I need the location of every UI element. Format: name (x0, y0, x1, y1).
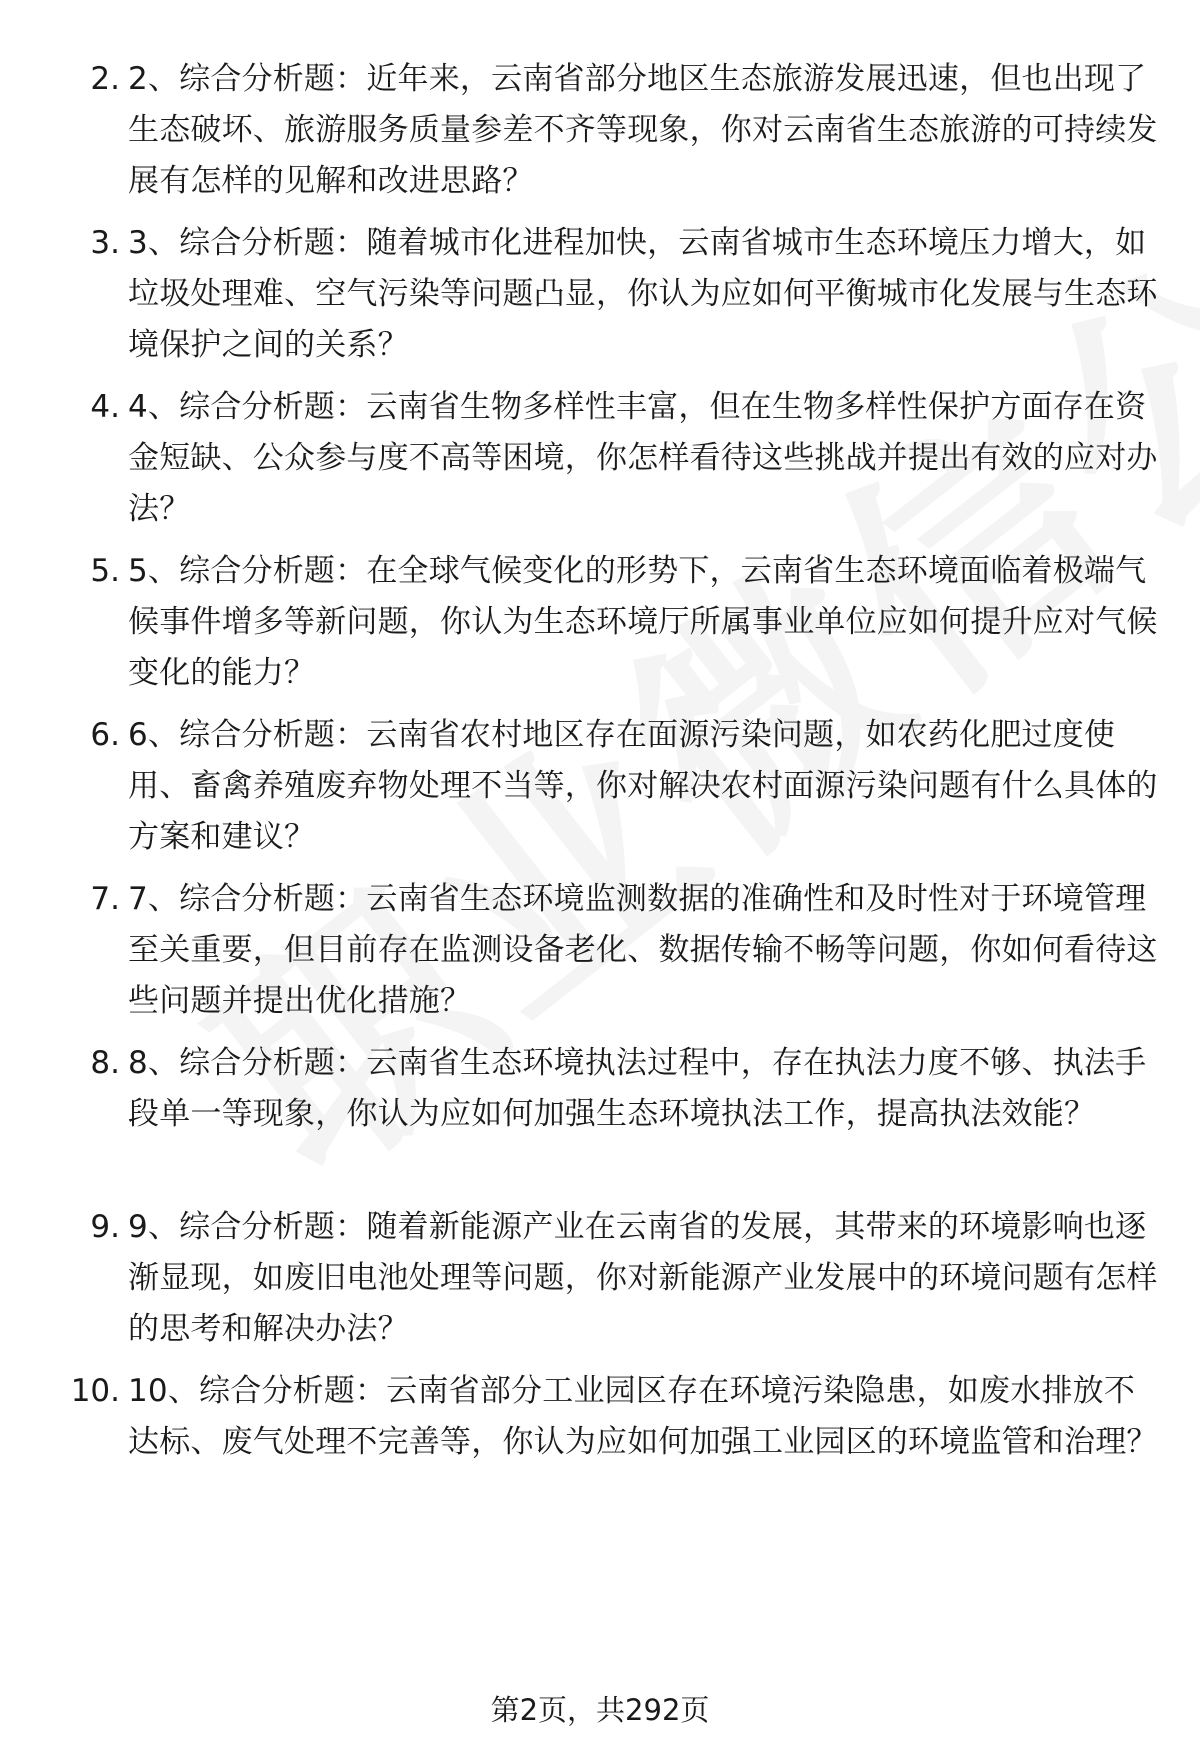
question-text: 3、综合分析题：随着城市化进程加快，云南省城市生态环境压力增大，如垃圾处理难、空气污染等问题凸显，你认为应如何平衡城市化发展与生态环境保护之间的关系？ (128, 225, 1158, 363)
question-number: 3. (90, 225, 120, 261)
question-text: 5、综合分析题：在全球气候变化的形势下，云南省生态环境面临着极端气候事件增多等新问题，你认为生态环境厅所属事业单位应如何提升应对气候变化的能力？ (128, 553, 1158, 691)
question-number: 9. (90, 1209, 120, 1245)
page-number-footer: 第2页，共292页 (490, 1693, 710, 1727)
question-item-7 (0, 874, 1200, 1044)
question-item-6 (0, 710, 1200, 880)
question-number: 8. (90, 1045, 120, 1081)
question-item-3 (0, 218, 1200, 388)
question-text: 4、综合分析题：云南省生物多样性丰富，但在生物多样性保护方面存在资金短缺、公众参与度不高等困境，你怎样看待这些挑战并提出有效的应对办法？ (128, 389, 1158, 527)
question-item-8 (0, 1038, 1200, 1208)
question-text: 2、综合分析题：近年来，云南省部分地区生态旅游发展迅速，但也出现了生态破坏、旅游服务质量参差不齐等现象，你对云南省生态旅游的可持续发展有怎样的见解和改进思路？ (128, 61, 1158, 199)
question-text: 10、综合分析题：云南省部分工业园区存在环境污染隐患，如废水排放不达标、废气处理不完善等，你认为应如何加强工业园区的环境监管和治理？ (128, 1373, 1158, 1460)
question-text: 9、综合分析题：随着新能源产业在云南省的发展，其带来的环境影响也逐渐显现，如废旧电池处理等问题，你对新能源产业发展中的环境问题有怎样的思考和解决办法？ (128, 1209, 1158, 1347)
question-number: 6. (90, 717, 120, 753)
question-number: 2. (90, 61, 120, 97)
question-item-10 (0, 1366, 1200, 1536)
question-number: 10. (70, 1373, 120, 1409)
question-text: 7、综合分析题：云南省生态环境监测数据的准确性和及时性对于环境管理至关重要，但目前存在监测设备老化、数据传输不畅等问题，你如何看待这些问题并提出优化措施？ (128, 881, 1158, 1019)
question-number: 7. (90, 881, 120, 917)
question-item-5 (0, 546, 1200, 716)
question-item-9 (0, 1202, 1200, 1372)
question-item-4 (0, 382, 1200, 552)
question-item-2 (0, 54, 1200, 224)
question-text: 6、综合分析题：云南省农村地区存在面源污染问题，如农药化肥过度使用、畜禽养殖废弃物处理不当等，你对解决农村面源污染问题有什么具体的方案和建议？ (128, 717, 1158, 855)
question-number: 5. (90, 553, 120, 589)
question-text: 8、综合分析题：云南省生态环境执法过程中，存在执法力度不够、执法手段单一等现象，你认为应如何加强生态环境执法工作，提高执法效能？ (128, 1045, 1147, 1132)
question-number: 4. (90, 389, 120, 425)
